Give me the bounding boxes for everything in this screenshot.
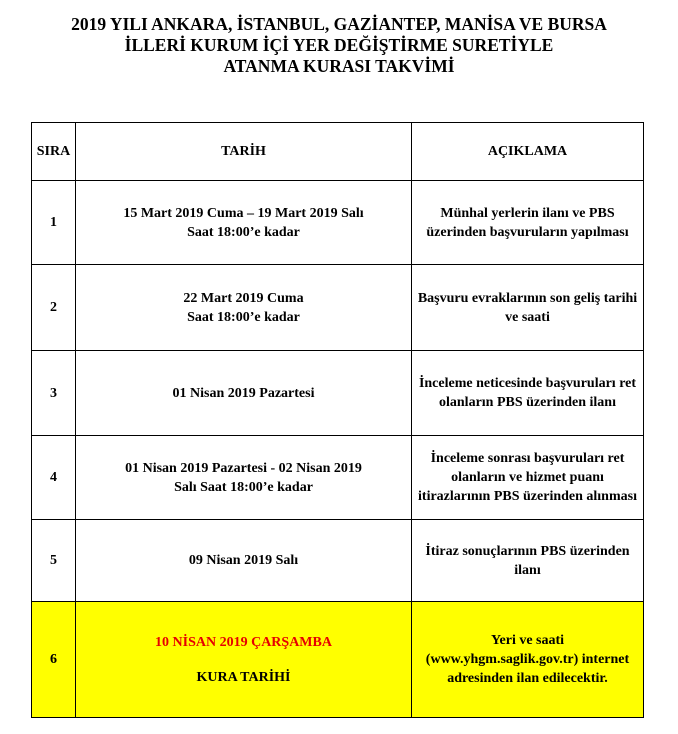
date-line: Salı Saat 18:00’e kadar — [174, 479, 313, 495]
title-line-1: 2019 YILI ANKARA, İSTANBUL, GAZİANTEP, MANİSA VE BURSA — [71, 14, 607, 34]
kura-label: KURA TARİHİ — [196, 669, 291, 685]
table-row — [32, 436, 644, 520]
kura-date: 10 NİSAN 2019 ÇARŞAMBA — [155, 634, 332, 650]
description-line: adresinden ilan edilecektir. — [447, 671, 608, 686]
date-line: Saat 18:00’e kadar — [187, 309, 300, 325]
row-date — [76, 351, 412, 436]
table-row — [32, 520, 644, 602]
row-number: 4 — [32, 436, 76, 520]
schedule-table — [31, 122, 644, 718]
row-number: 3 — [32, 351, 76, 436]
description-line: ilanı — [514, 562, 541, 578]
description-line: üzerinden başvuruların yapılması — [426, 224, 629, 240]
table-row — [32, 351, 644, 436]
description-line: İtiraz sonuçlarının PBS üzerinden — [425, 543, 630, 559]
row-number: 6 — [32, 602, 76, 718]
header-aciklama: AÇIKLAMA — [412, 123, 644, 181]
row-number: 2 — [32, 265, 76, 351]
row-number: 5 — [32, 520, 76, 602]
description-line: itirazlarının PBS üzerinden alınması — [418, 489, 637, 504]
description-line: İnceleme neticesinde başvuruları ret — [418, 376, 637, 391]
date-line: Saat 18:00’e kadar — [187, 224, 300, 240]
header-tarih: TARİH — [76, 123, 412, 181]
date-line: 01 Nisan 2019 Pazartesi — [172, 385, 315, 401]
description-line: olanların PBS üzerinden ilanı — [439, 395, 616, 410]
document-title — [0, 14, 678, 77]
description-line: olanların ve hizmet puanı — [451, 470, 604, 485]
date-line: 01 Nisan 2019 Pazartesi - 02 Nisan 2019 — [125, 460, 362, 476]
row-description — [412, 265, 644, 351]
title-line-2: İLLERİ KURUM İÇİ YER DEĞİŞTİRME SURETİYLE — [124, 35, 554, 55]
row-description — [412, 181, 644, 265]
description-line: Başvuru evraklarının son geliş tarihi — [417, 290, 638, 306]
table-row — [32, 181, 644, 265]
title-line-3: ATANMA KURASI TAKVİMİ — [223, 56, 455, 76]
description-line: ve saati — [505, 309, 550, 325]
description-line: İnceleme sonrası başvuruları ret — [430, 451, 625, 466]
row-date — [76, 520, 412, 602]
row-description — [412, 436, 644, 520]
row-date — [76, 181, 412, 265]
row-date — [76, 602, 412, 718]
date-line: 15 Mart 2019 Cuma – 19 Mart 2019 Salı — [123, 205, 364, 221]
description-line: Münhal yerlerin ilanı ve PBS — [440, 205, 615, 221]
row-date — [76, 436, 412, 520]
row-number: 1 — [32, 181, 76, 265]
row-description — [412, 351, 644, 436]
row-description — [412, 602, 644, 718]
table-row-highlighted — [32, 602, 644, 718]
description-line: (www.yhgm.saglik.gov.tr) internet — [425, 652, 630, 667]
date-line: 09 Nisan 2019 Salı — [188, 553, 299, 568]
table-row — [32, 265, 644, 351]
row-date — [76, 265, 412, 351]
header-sira: SIRA — [32, 123, 76, 181]
table-header-row — [32, 123, 644, 181]
description-line: Yeri ve saati — [490, 633, 565, 648]
row-description — [412, 520, 644, 602]
date-line: 22 Mart 2019 Cuma — [183, 290, 304, 306]
